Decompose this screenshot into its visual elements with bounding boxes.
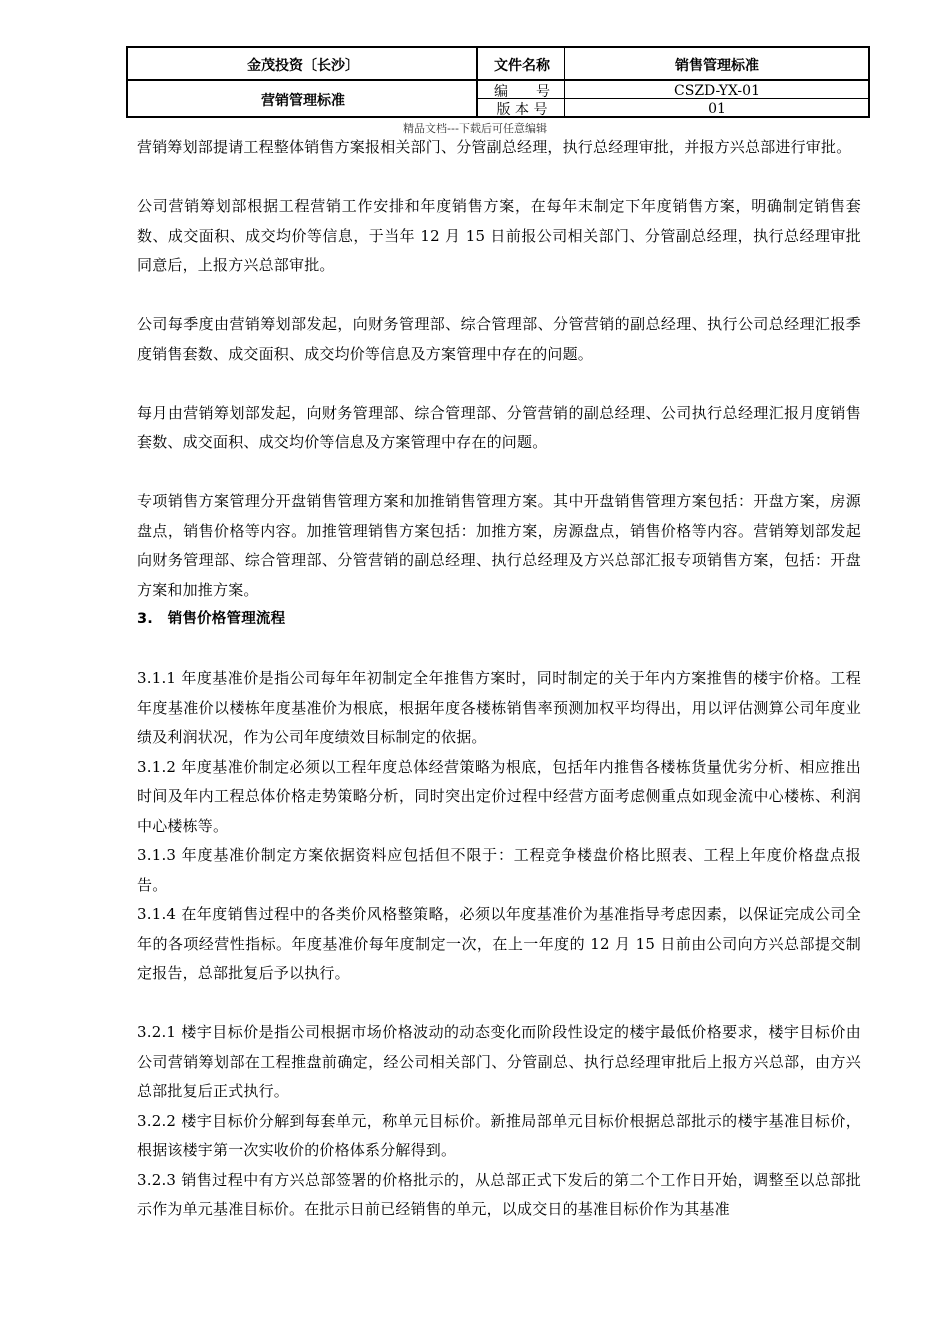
divider: [476, 48, 478, 116]
version-value: 01: [708, 101, 726, 117]
section-heading: 3. 销售价格管理流程: [137, 611, 286, 627]
paragraph: 3.2.2 楼宇目标价分解到每套单元，称单元目标价。新推局部单元目标价根据总部批示的楼宇基准目标价，根据该楼宇第一次实收价的价格体系分解得到。: [137, 1111, 861, 1159]
paragraph: 3.2.1 楼宇目标价是指公司根据市场价格波动的动态变化而阶段性设定的楼宇最低价格要求，楼宇目标价由公司营销筹划部在工程推盘前确定，经公司相关部门、分管副总、执行总经理审批后上报方兴总部，由方兴总部批复后正式执行。: [137, 1023, 861, 1100]
category-name: 营销管理标准: [261, 92, 345, 109]
doc-name-value: 销售管理标准: [675, 57, 759, 74]
paragraph: 营销筹划部提请工程整体销售方案报相关部门、分管副总经理，执行总经理审批，并报方兴总部进行审批。: [137, 138, 852, 156]
number-label: 编 号: [494, 83, 550, 100]
doc-name-label: 文件名称: [494, 57, 550, 74]
paragraph: 3.2.3 销售过程中有方兴总部签署的价格批示的，从总部正式下发后的第二个工作日开始，调整至以总部批示作为单元基准目标价。在批示日前已经销售的单元，以成交日的基准目标价作为其基准: [137, 1170, 861, 1218]
divider: [128, 79, 868, 81]
paragraph: 公司每季度由营销筹划部发起，向财务管理部、综合管理部、分管营销的副总经理、执行公司总经理汇报季度销售套数、成交面积、成交均价等信息及方案管理中存在的问题。: [137, 315, 861, 363]
company-name: 金茂投资〔长沙〕: [247, 57, 359, 74]
document-body: [137, 133, 861, 1225]
paragraph: 每月由营销筹划部发起，向财务管理部、综合管理部、分管营销的副总经理、公司执行总经理汇报月度销售套数、成交面积、成交均价等信息及方案管理中存在的问题。: [137, 403, 861, 451]
paragraph: 3.1.1 年度基准价是指公司每年年初制定全年推售方案时，同时制定的关于年内方案推售的楼宇价格。工程年度基准价以楼栋年度基准价为根底，根据年度各楼栋销售率预测加权平均得出，用以评估测算公司年度业绩及利润状况，作为公司年度绩效目标制定的依据。: [137, 669, 861, 746]
watermark-text: 精品文档---下载后可任意编辑: [403, 122, 547, 135]
divider: [476, 98, 868, 99]
paragraph: 公司营销筹划部根据工程营销工作安排和年度销售方案，在每年末制定下年度销售方案，明确制定销售套数、成交面积、成交均价等信息，于当年 12 月 15 日前报公司相关部门、分管副总经理，执行总经理审批同意后，上报方兴总部审批。: [137, 197, 861, 274]
version-label: 版 本 号: [496, 102, 548, 118]
paragraph: 3.1.2 年度基准价制定必须以工程年度总体经营策略为根底，包括年内推售各楼栋货量优劣分析、相应推出时间及年内工程总体价格走势策略分析，同时突出定价过程中经营方面考虑侧重点如现金流中心楼栋、利润中心楼栋等。: [137, 757, 861, 835]
paragraph: 3.1.4 在年度销售过程中的各类价风格整策略，必须以年度基准价为基准指导考虑因素，以保证完成公司全年的各项经营性指标。年度基准价每年度制定一次，在上一年度的 12 月 15 日前由公司向方兴总部提交制定报告，总部批复后予以执行。: [137, 905, 861, 982]
paragraph: 专项销售方案管理分开盘销售管理方案和加推销售管理方案。其中开盘销售管理方案包括：开盘方案，房源盘点，销售价格等内容。加推管理销售方案包括：加推方案，房源盘点，销售价格等内容。营销筹划部发起向财务管理部、综合管理部、分管营销的副总经理、执行总经理及方兴总部汇报专项销售方案，包括：开盘方案和加推方案。: [137, 492, 861, 599]
number-value: CSZD-YX-01: [674, 82, 760, 99]
divider: [564, 48, 565, 116]
document-header-table: [126, 46, 870, 118]
paragraph: 3.1.3 年度基准价制定方案依据资料应包括但不限于：工程竞争楼盘价格比照表、工程上年度价格盘点报告。: [137, 846, 861, 894]
